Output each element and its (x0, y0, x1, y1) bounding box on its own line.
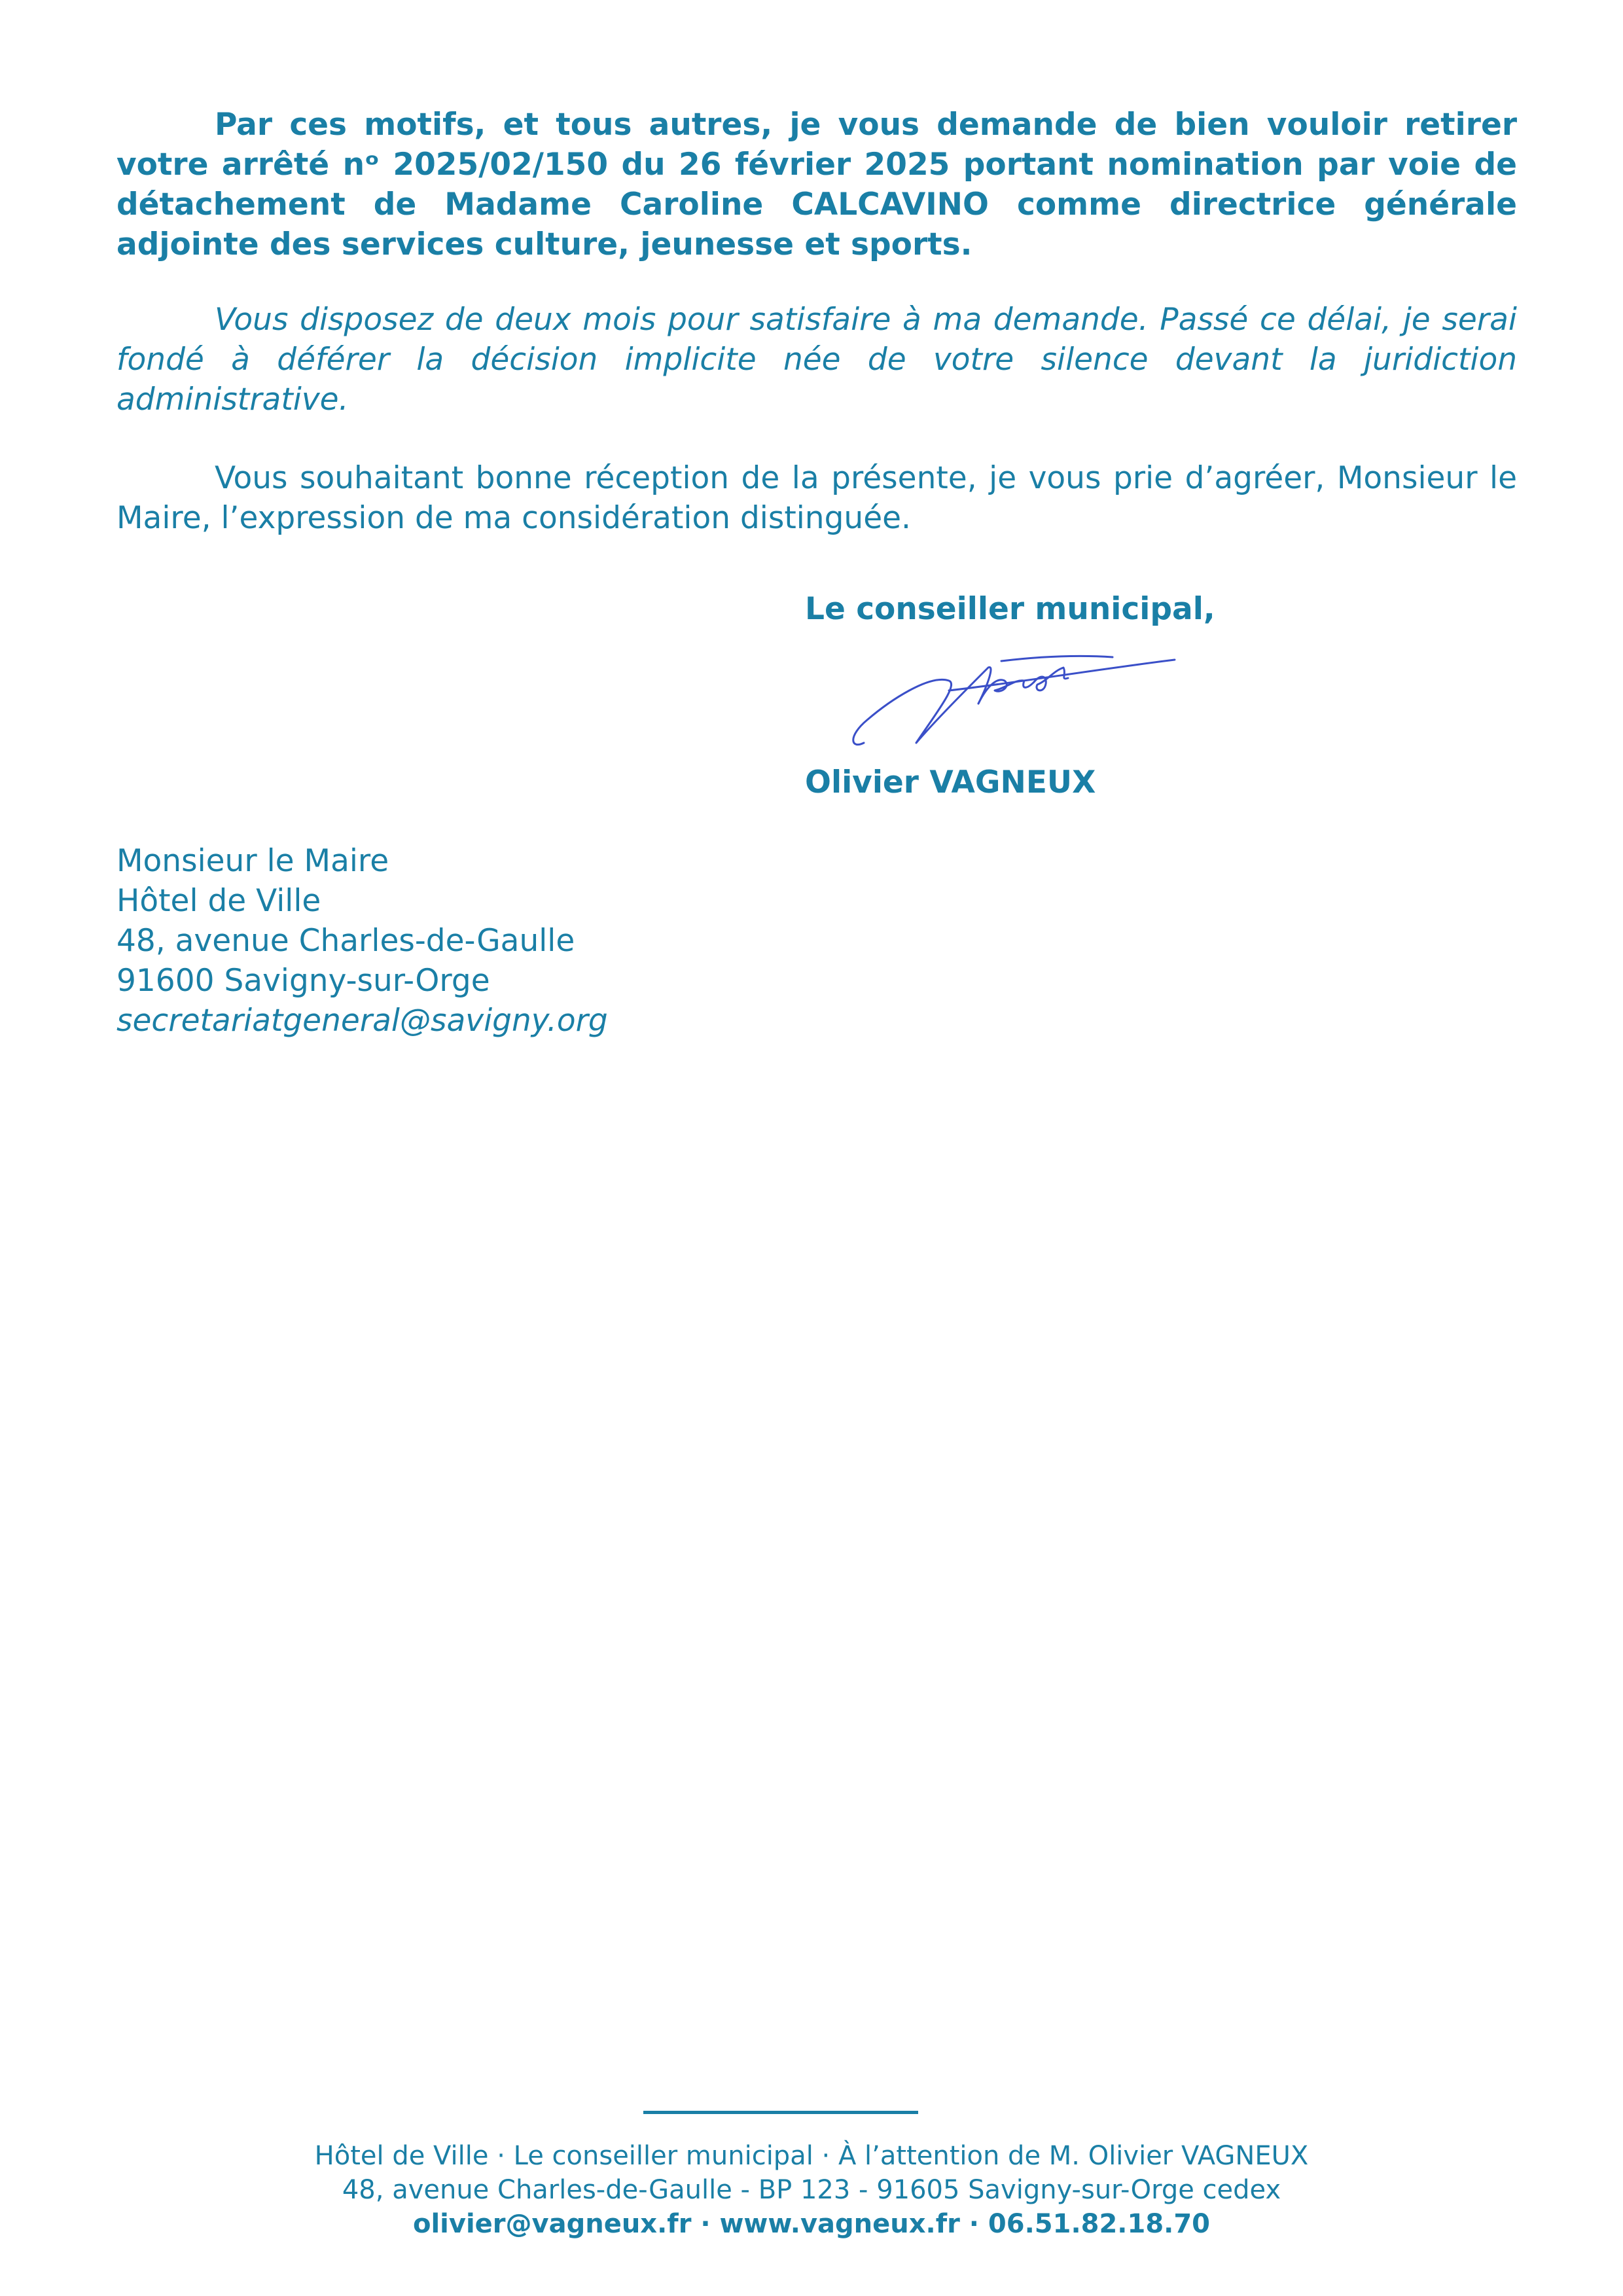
recipient-line: 48, avenue Charles-de-Gaulle (116, 923, 575, 959)
paragraph-closing-text: Vous souhaitant bonne réception de la présente, je vous prie d’agréer, Monsieur le Maire, l’expression de ma considération distinguée. (116, 460, 1517, 536)
signatory-name: Olivier VAGNEUX (805, 764, 1096, 800)
recipient-email: secretariatgeneral@savigny.org (116, 1003, 608, 1039)
footer-contact: olivier@vagneux.fr · www.vagneux.fr · 06.51.82.18.70 (412, 2209, 1211, 2239)
footer (0, 2139, 1623, 2241)
recipient-line: 91600 Savigny-sur-Orge (116, 963, 490, 999)
paragraph-deadline (116, 300, 1517, 420)
footer-divider (643, 2111, 918, 2114)
recipient-address (116, 841, 608, 1041)
signature-title: Le conseiller municipal, (805, 591, 1215, 627)
paragraph-request-text: Par ces motifs, et tous autres, je vous demande de bien vouloir retirer votre arrêté nᵒ 2025/02/150 du 26 février 2025 portant nomination par voie de détachement de Madame Caroline CALCAVINO comme directrice générale adjointe des services culture, jeunesse et sports. (116, 107, 1517, 262)
recipient-line: Hôtel de Ville (116, 883, 321, 919)
paragraph-closing (116, 458, 1517, 538)
paragraph-request (116, 105, 1517, 264)
footer-line: 48, avenue Charles-de-Gaulle - BP 123 - 91605 Savigny-sur-Orge cedex (342, 2175, 1281, 2205)
footer-line: Hôtel de Ville · Le conseiller municipal · À l’attention de M. Olivier VAGNEUX (314, 2141, 1309, 2171)
paragraph-deadline-text: Vous disposez de deux mois pour satisfaire à ma demande. Passé ce délai, je serai fondé à déférer la décision implicite née de votre silence devant la juridiction administrative. (116, 302, 1517, 418)
handwritten-signature (838, 628, 1191, 759)
recipient-line: Monsieur le Maire (116, 843, 389, 879)
